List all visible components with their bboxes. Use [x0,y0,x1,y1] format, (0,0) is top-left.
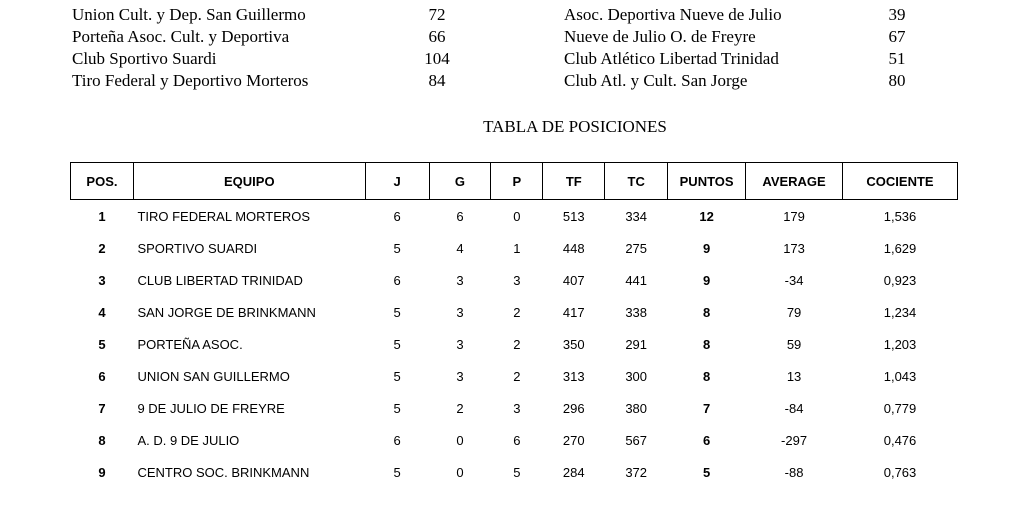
cell-j: 6 [393,432,401,448]
cell-tc: 291 [625,336,648,352]
cell-pts: 8 [703,336,711,352]
cell-pts: 9 [703,272,711,288]
cell-tf: 448 [562,240,585,256]
cell-j: 6 [393,272,401,288]
cell-coc: 1,234 [883,304,917,320]
cell-p: 5 [513,464,521,480]
away-score: 80 [888,71,906,90]
cell-pts: 5 [703,464,711,480]
cell-tc: 380 [625,400,648,416]
cell-g: 3 [456,368,464,384]
away-team: Nueve de Julio O. de Freyre [564,27,756,46]
cell-pos: 3 [98,272,106,288]
cell-tf: 284 [562,464,585,480]
table-row [71,264,958,296]
cell-p: 1 [513,240,521,256]
cell-g: 0 [456,464,464,480]
cell-team: CENTRO SOC. BRINKMANN [137,464,310,480]
cell-tc: 334 [625,208,648,224]
table-row [71,200,958,233]
header-team: EQUIPO [133,163,365,200]
cell-avg: -297 [781,432,808,448]
cell-tc: 441 [625,272,648,288]
cell-tc: 338 [625,304,648,320]
cell-g: 0 [456,432,464,448]
cell-coc: 1,629 [883,240,917,256]
cell-pts: 7 [703,400,711,416]
home-score: 84 [428,71,446,90]
cell-avg: -84 [784,400,804,416]
cell-g: 3 [456,304,464,320]
table-row [71,232,958,264]
cell-j: 5 [393,336,401,352]
cell-pos: 5 [98,336,106,352]
cell-team: 9 DE JULIO DE FREYRE [137,400,285,416]
cell-g: 4 [456,240,464,256]
cell-g: 2 [456,400,464,416]
cell-j: 5 [393,240,401,256]
cell-coc: 0,763 [883,464,917,480]
result-row [0,4,1024,26]
cell-coc: 0,779 [883,400,917,416]
cell-coc: 1,203 [883,336,917,352]
cell-pos: 7 [98,400,106,416]
cell-tf: 407 [562,272,585,288]
home-team: Porteña Asoc. Cult. y Deportiva [72,27,290,46]
cell-pos: 2 [98,240,106,256]
table-row [71,296,958,328]
cell-g: 6 [456,208,464,224]
cell-tc: 372 [625,464,648,480]
cell-avg: 59 [786,336,802,352]
cell-g: 3 [456,272,464,288]
cell-coc: 1,043 [883,368,917,384]
cell-avg: 79 [786,304,802,320]
cell-tf: 270 [562,432,585,448]
result-row [0,70,1024,92]
away-score: 51 [888,49,906,68]
cell-tc: 300 [625,368,648,384]
cell-pos: 9 [98,464,106,480]
cell-p: 2 [513,368,521,384]
cell-pos: 8 [98,432,106,448]
cell-tf: 313 [562,368,585,384]
cell-pts: 8 [703,368,711,384]
cell-j: 5 [393,304,401,320]
cell-team: TIRO FEDERAL MORTEROS [137,208,311,224]
header-pts: PUNTOS [668,163,746,200]
cell-coc: 1,536 [883,208,917,224]
cell-tf: 513 [562,208,585,224]
header-p: P [491,163,543,200]
home-score: 66 [428,27,446,46]
cell-tf: 417 [562,304,585,320]
home-team: Club Sportivo Suardi [72,49,217,68]
cell-pts: 9 [703,240,711,256]
cell-pos: 6 [98,368,106,384]
cell-tf: 350 [562,336,585,352]
away-score: 39 [888,5,906,24]
cell-tf: 296 [562,400,585,416]
cell-avg: -34 [784,272,804,288]
cell-coc: 0,476 [883,432,917,448]
cell-g: 3 [456,336,464,352]
cell-j: 5 [393,464,401,480]
cell-p: 3 [513,272,521,288]
cell-team: SAN JORGE DE BRINKMANN [137,304,316,320]
cell-j: 5 [393,400,401,416]
header-g: G [429,163,491,200]
cell-tc: 275 [625,240,648,256]
table-row [71,424,958,456]
header-coc: COCIENTE [843,163,958,200]
cell-avg: 179 [783,208,805,224]
home-score: 72 [428,5,446,24]
away-score: 67 [888,27,906,46]
result-row [0,48,1024,70]
header-tc: TC [605,163,668,200]
cell-p: 0 [513,208,521,224]
standings-title-wrap [0,117,1024,137]
cell-j: 5 [393,368,401,384]
result-row [0,26,1024,48]
cell-coc: 0,923 [883,272,917,288]
cell-p: 2 [513,304,521,320]
cell-team: A. D. 9 DE JULIO [137,432,240,448]
header-avg: AVERAGE [746,163,843,200]
cell-avg: -88 [784,464,804,480]
header-j: J [365,163,429,200]
table-row [71,360,958,392]
table-row [71,456,958,488]
standings-title: TABLA DE POSICIONES [483,117,667,136]
home-score: 104 [424,49,450,68]
cell-pts: 12 [699,208,714,224]
cell-avg: 173 [783,240,805,256]
cell-pts: 6 [703,432,711,448]
cell-pos: 1 [98,208,106,224]
table-header-row [71,163,958,200]
home-team: Tiro Federal y Deportivo Morteros [72,71,309,90]
table-row [71,392,958,424]
table-row [71,328,958,360]
cell-team: PORTEÑA ASOC. [137,336,243,352]
cell-team: SPORTIVO SUARDI [137,240,258,256]
cell-team: UNION SAN GUILLERMO [137,368,290,384]
cell-team: CLUB LIBERTAD TRINIDAD [137,272,303,288]
cell-p: 2 [513,336,521,352]
cell-p: 6 [513,432,521,448]
away-team: Club Atl. y Cult. San Jorge [564,71,748,90]
away-team: Club Atlético Libertad Trinidad [564,49,779,68]
standings-table [70,162,958,488]
cell-pos: 4 [98,304,106,320]
cell-avg: 13 [786,368,802,384]
cell-p: 3 [513,400,521,416]
standings-body [71,200,958,489]
cell-j: 6 [393,208,401,224]
cell-pts: 8 [703,304,711,320]
header-tf: TF [543,163,605,200]
home-team: Union Cult. y Dep. San Guillermo [72,5,306,24]
cell-tc: 567 [625,432,648,448]
away-team: Asoc. Deportiva Nueve de Julio [564,5,782,24]
header-pos: POS. [71,163,134,200]
